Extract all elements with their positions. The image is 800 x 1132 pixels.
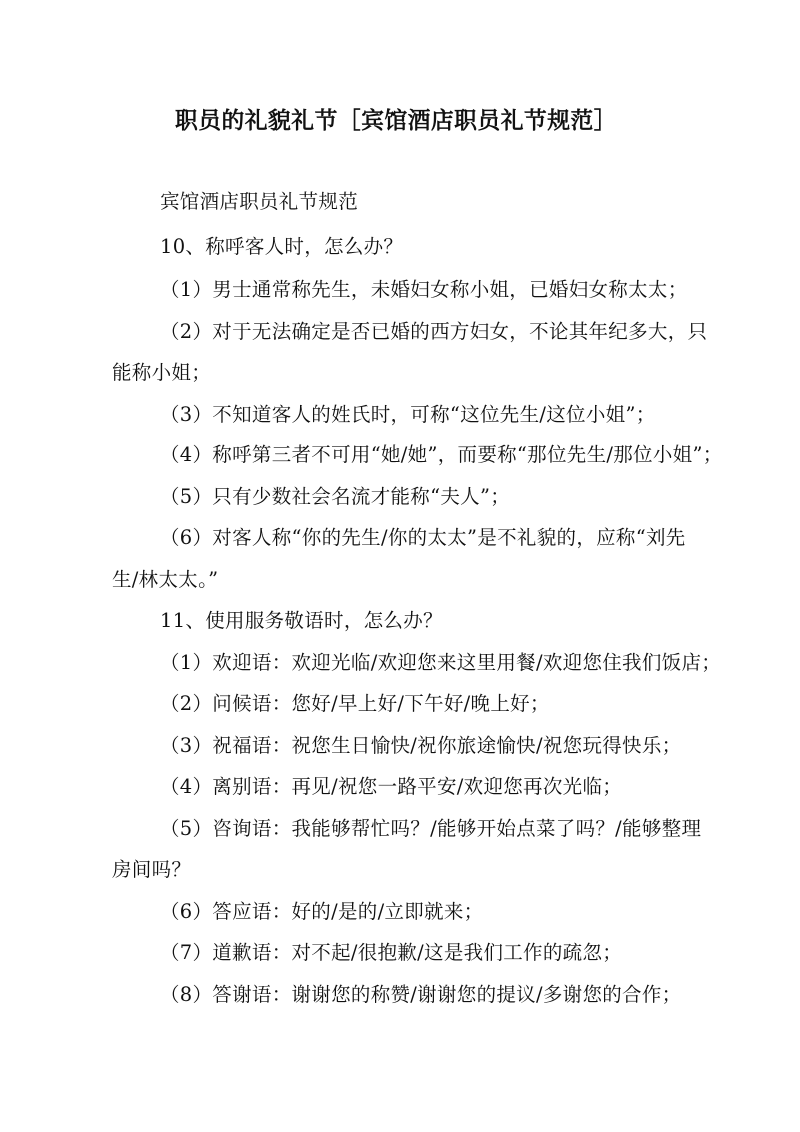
- section-11-item-5: （5）咨询语：我能够帮忙吗？/能够开始点菜了吗？/能够整理: [160, 817, 702, 840]
- section-10-item-5: （5）只有少数社会名流才能称“夫人”；: [160, 485, 511, 508]
- section-10-item-4: （4）称呼第三者不可用“她/她”，而要称“那位先生/那位小姐”；: [160, 443, 723, 466]
- section-10-item-1: （1）男士通常称先生，未婚妇女称小姐，已婚妇女称太太；: [160, 278, 688, 301]
- section-11-item-6: （6）答应语：好的/是的/立即就来；: [160, 900, 484, 923]
- section-11-item-4: （4）离别语：再见/祝您一路平安/欢迎您再次光临；: [160, 775, 623, 798]
- intro-line: 宾馆酒店职员礼节规范: [160, 190, 359, 213]
- section-10-item-6: （6）对客人称“你的先生/你的太太”是不礼貌的，应称“刘先: [160, 526, 686, 549]
- section-10-item-3: （3）不知道客人的姓氏时，可称“这位先生/这位小姐”；: [160, 403, 656, 426]
- section-11-item-1: （1）欢迎语：欢迎光临/欢迎您来这里用餐/欢迎您住我们饭店；: [160, 651, 722, 674]
- document-title: 职员的礼貌礼节［宾馆酒店职员礼节规范］: [174, 107, 618, 134]
- section-10-heading: 10、称呼客人时，怎么办？: [160, 235, 404, 258]
- section-11-item-2: （2）问候语：您好/早上好/下午好/晚上好；: [160, 692, 550, 715]
- section-10-item-2-cont: 能称小姐；: [112, 361, 212, 384]
- section-11-item-3: （3）祝福语：祝您生日愉快/祝你旅途愉快/祝您玩得快乐；: [160, 734, 682, 757]
- section-11-item-7: （7）道歉语：对不起/很抱歉/这是我们工作的疏忽；: [160, 941, 623, 964]
- section-11-item-8: （8）答谢语：谢谢您的称赞/谢谢您的提议/多谢您的合作；: [160, 983, 682, 1006]
- section-11-item-5-cont: 房间吗？: [112, 858, 192, 881]
- section-10-item-2: （2）对于无法确定是否已婚的西方妇女，不论其年纪多大，只: [160, 320, 708, 343]
- section-11-heading: 11、使用服务敬语时，怎么办？: [160, 609, 443, 632]
- section-10-item-6-cont: 生/林太太。”: [112, 568, 219, 591]
